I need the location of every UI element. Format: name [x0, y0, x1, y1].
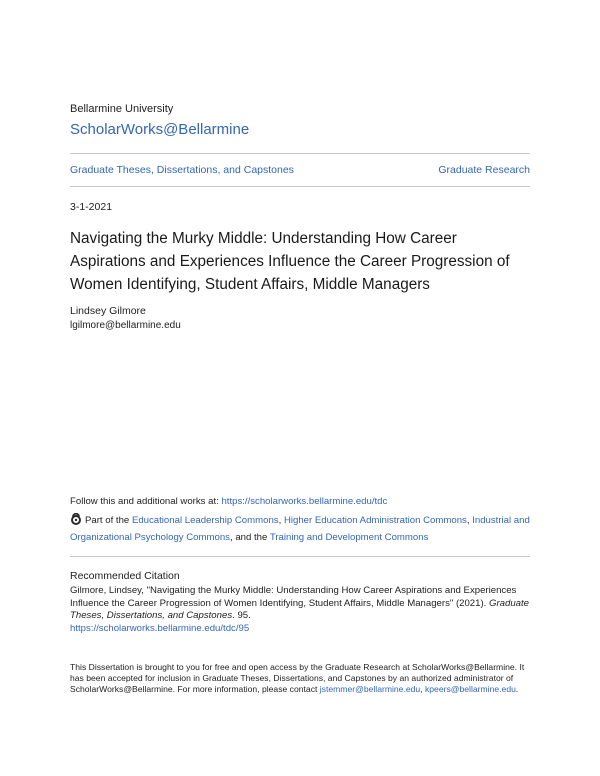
access-notice-text: This Dissertation is brought to you for free and open access by the Graduate Research at ScholarWorks@Bellarmine. It has been accepted for inclusion in Graduate Theses, Dissertations, and Capstones by an authorized administrator of ScholarWorks@Bellarmine. For more information, please contact [70, 662, 525, 695]
separator: , [420, 684, 425, 695]
access-notice [70, 662, 532, 696]
period: . [515, 684, 519, 695]
open-access-icon [70, 513, 82, 525]
separator: , [278, 515, 284, 526]
citation-block [70, 585, 532, 635]
citation-url-link[interactable]: https://scholarworks.bellarmine.edu/tdc/95 [70, 622, 250, 634]
educational-leadership-link[interactable]: Educational Leadership Commons [131, 515, 279, 526]
part-of-prefix: Part of the [85, 515, 132, 526]
publication-date: 3-1-2021 [70, 201, 113, 213]
contact-email-1[interactable]: jstemmer@bellarmine.edu [319, 684, 421, 695]
top-divider [70, 153, 530, 154]
repository-link[interactable]: ScholarWorks@Bellarmine [70, 121, 250, 138]
collection-link[interactable]: Graduate Theses, Dissertations, and Capstones [70, 164, 294, 176]
nav-divider [70, 186, 530, 187]
follow-prefix: Follow this and additional works at: [70, 496, 222, 507]
separator: , [466, 515, 473, 526]
citation-text: Gilmore, Lindsey, "Navigating the Murky Middle: Understanding How Career Aspirations and Experiences Influence the Career Progression of Women Identifying, Student Affairs, Middle Managers" (2021). [70, 585, 517, 609]
citation-divider [70, 556, 530, 557]
training-development-link[interactable]: Training and Development Commons [269, 532, 429, 543]
institution-name: Bellarmine University [70, 103, 174, 115]
io-psychology-link[interactable]: Industrial and Organizational Psychology Commons [70, 515, 530, 543]
citation-heading: Recommended Citation [70, 570, 180, 582]
follow-line [70, 496, 387, 507]
citation-number: . 95. [232, 610, 251, 621]
higher-ed-admin-link[interactable]: Higher Education Administration Commons [283, 515, 467, 526]
author-name: Lindsey Gilmore [70, 305, 146, 317]
contact-email-2[interactable]: kpeers@bellarmine.edu [424, 684, 516, 695]
follow-url-link[interactable]: https://scholarworks.bellarmine.edu/tdc [221, 496, 388, 507]
separator: , and the [229, 532, 270, 543]
author-email: lgilmore@bellarmine.edu [70, 320, 181, 331]
citation-series: Graduate Theses, Dissertations, and Capstones [70, 597, 530, 621]
graduate-research-link[interactable]: Graduate Research [438, 164, 530, 176]
part-of-line [70, 512, 532, 546]
document-title: Navigating the Murky Middle: Understanding How Career Aspirations and Experiences Influence the Career Progression of Women Identifying, Student Affairs, Middle Managers [70, 230, 510, 293]
